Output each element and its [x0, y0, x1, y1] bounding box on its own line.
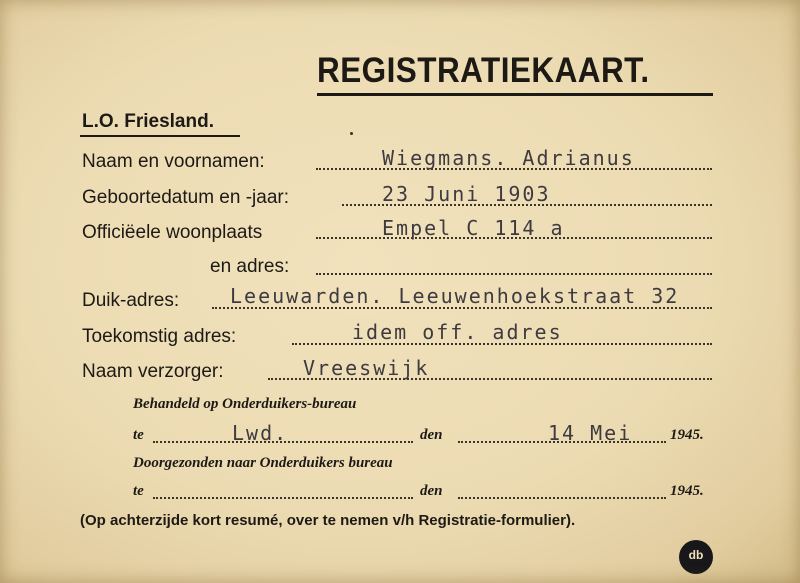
- organization-name: L.O. Friesland.: [82, 111, 214, 132]
- treated-date-value: 14 Mei: [548, 421, 633, 445]
- footnote: (Op achterzijde kort resumé, over te nemen v/h Registratie-formulier).: [80, 512, 576, 529]
- ink-speck: [350, 132, 353, 135]
- caretaker-label: Naam verzorger:: [82, 361, 224, 382]
- residence-label: Officiëele woonplaats: [82, 222, 263, 243]
- organization-underline: [80, 135, 240, 137]
- address-label: en adres:: [210, 256, 290, 277]
- birthdate-label: Geboortedatum en -jaar:: [82, 187, 290, 208]
- treated-place-label: te: [133, 427, 144, 443]
- hiding-address-label: Duik-adres:: [82, 290, 180, 311]
- name-label: Naam en voornamen:: [82, 151, 265, 172]
- archive-stamp-logo: db: [679, 540, 713, 574]
- name-value: Wiegmans. Adrianus: [382, 146, 635, 170]
- future-address-label: Toekomstig adres:: [82, 326, 237, 347]
- forwarded-date-label: den: [420, 483, 443, 499]
- birthdate-value: 23 Juni 1903: [382, 182, 551, 206]
- caretaker-value: Vreeswijk: [303, 356, 430, 380]
- forwarded-heading: Doorgezonden naar Onderduikers bureau: [133, 455, 393, 471]
- treated-heading: Behandeld op Onderduikers-bureau: [133, 396, 357, 412]
- card-title: REGISTRATIEKAART.: [317, 51, 650, 90]
- treated-year: 1945.: [670, 427, 704, 443]
- address-line: [316, 273, 712, 275]
- hiding-address-value: Leeuwarden. Leeuwenhoekstraat 32: [230, 284, 680, 308]
- forwarded-place-line: [153, 497, 413, 499]
- forwarded-place-label: te: [133, 483, 144, 499]
- treated-place-value: Lwd.: [232, 421, 289, 445]
- title-underline: [317, 93, 713, 96]
- treated-date-label: den: [420, 427, 443, 443]
- forwarded-year: 1945.: [670, 483, 704, 499]
- forwarded-date-line: [458, 497, 666, 499]
- residence-value: Empel C 114 a: [382, 216, 565, 240]
- future-address-value: idem off. adres: [352, 320, 563, 344]
